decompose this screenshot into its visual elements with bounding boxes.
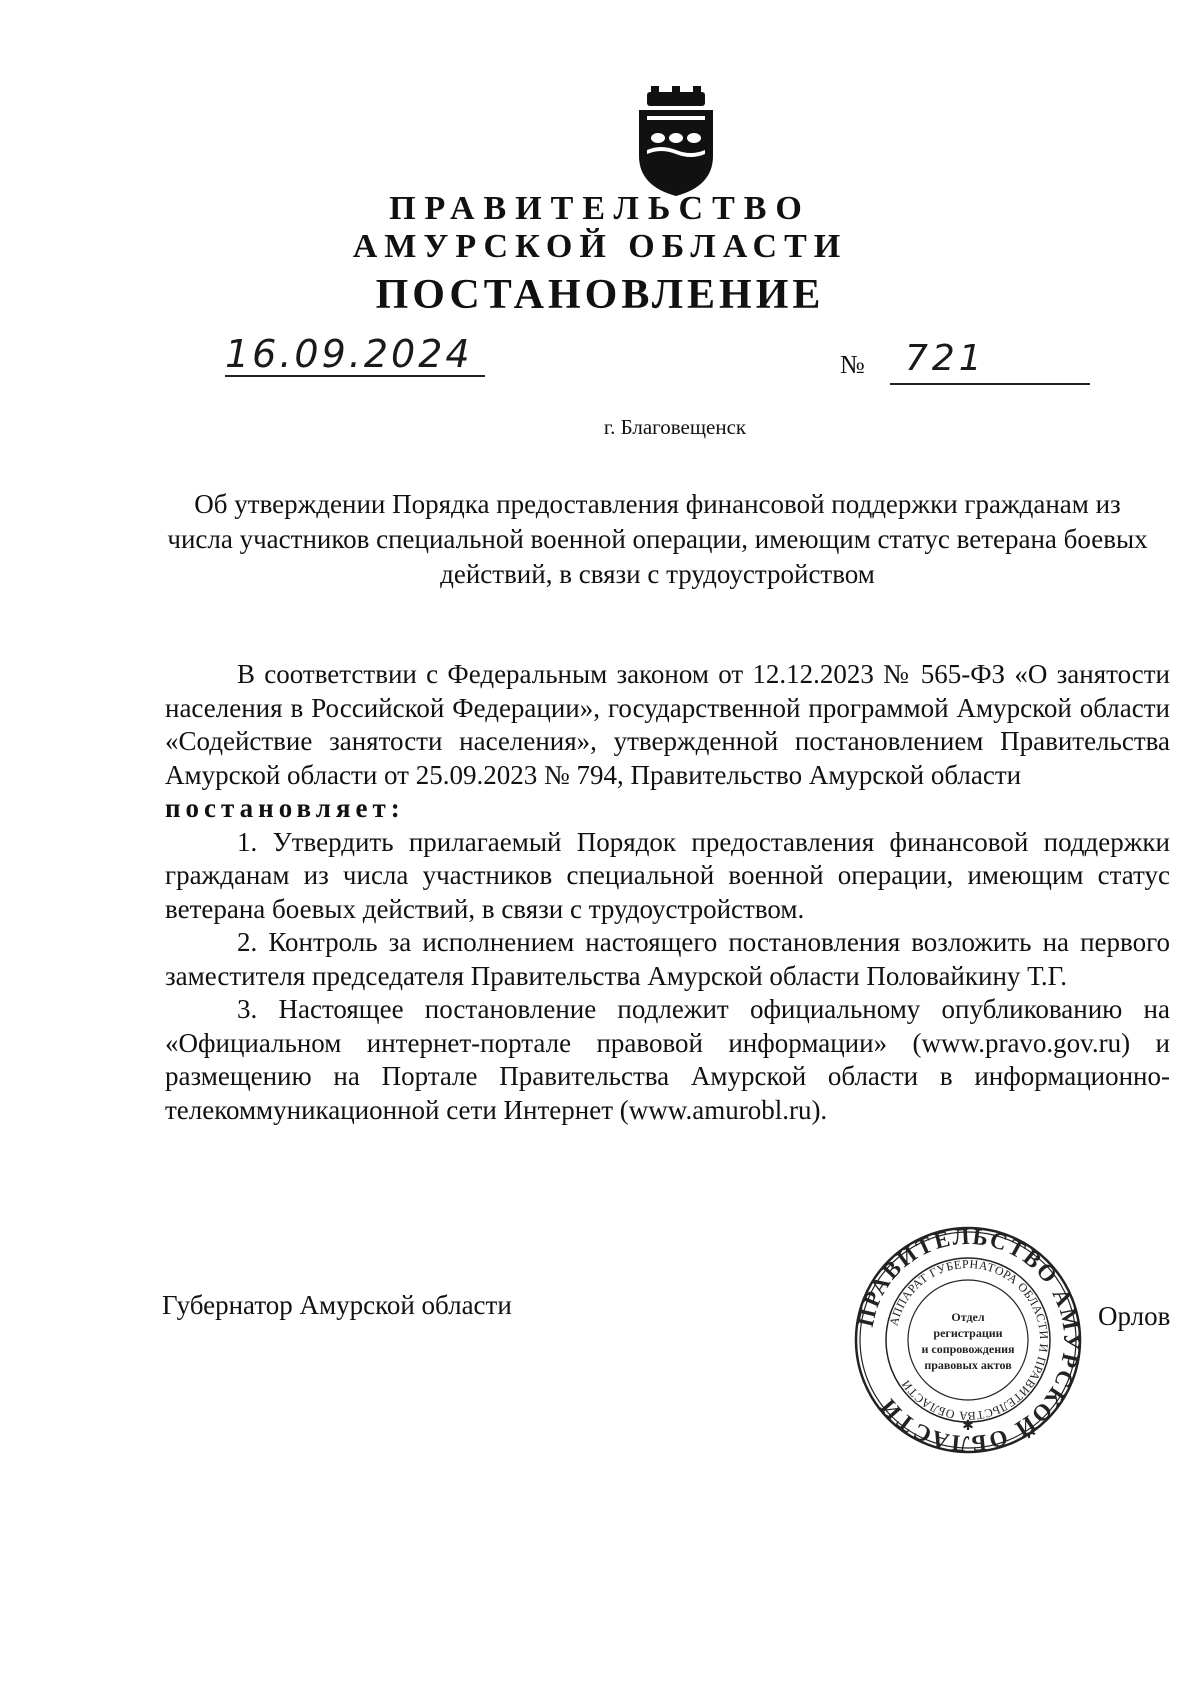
decree-word: постановляет: (165, 793, 405, 823)
item-3: 3. Настоящее постановление подлежит официальному опубликованию на «Официальном интернет-портале правовой информации» (www.pravo.gov.ru) и размещению на Портале Правительства Амурской области в информационно-телекоммуникационной сети Интернет (www.amurobl.ru). (165, 994, 1170, 1125)
preamble: В соответствии с Федеральным законом от 12.12.2023 № 565-ФЗ «О занятости населения в Российской Федерации», государственной программой Амурской области «Содействие занятости населения», утвержденной постановлением Правительства Амурской области от 25.09.2023 № 794, Правительство Амурской области (165, 659, 1170, 790)
signatory-name: Орлов (1098, 1301, 1171, 1331)
document-body (165, 658, 1170, 1127)
official-seal (852, 1224, 1084, 1456)
header-region: АМУРСКОЙ ОБЛАСТИ (352, 228, 848, 265)
item-2: 2. Контроль за исполнением настоящего постановления возложить на первого заместителя председателя Правительства Амурской области Половайкину Т.Г. (165, 927, 1170, 991)
coat-of-arms-icon (633, 86, 719, 198)
document-number: 721 (905, 338, 986, 379)
city: г. Благовещенск (603, 415, 747, 439)
item-1: 1. Утвердить прилагаемый Порядок предоставления финансовой поддержки гражданам из числа участников специальной военной операции, имеющим статус ветерана боевых действий, в связи с трудоустройством. (165, 826, 1170, 924)
header-government: ПРАВИТЕЛЬСТВО (389, 190, 811, 227)
number-underline (890, 383, 1090, 385)
svg-text:АППАРАТ ГУБЕРНАТОРА ОБЛАСТИ И (886, 1257, 1051, 1423)
document-type: ПОСТАНОВЛЕНИЕ (375, 272, 825, 318)
seal-center-line-1: Отдел (951, 1310, 985, 1324)
seal-outer-text: ПРАВИТЕЛЬСТВО АМУРСКОЙ ОБЛАСТИ (852, 1224, 1084, 1456)
seal-center-line-2: регистрации (933, 1326, 1003, 1340)
document-subject: Об утверждении Порядка предоставления финансовой поддержки гражданам из числа участников специальной военной операции, имеющим статус ветерана боевых действий, в связи с трудоустройством (167, 489, 1148, 589)
number-sign: № (840, 350, 865, 379)
seal-center-line-3: и сопровождения (921, 1342, 1015, 1356)
seal-star-icon: ✱ (962, 1419, 974, 1434)
document-date: 16.09.2024 (225, 332, 473, 376)
date-underline (225, 375, 485, 377)
signatory-title: Губернатор Амурской области (162, 1290, 512, 1320)
seal-inner-text: АППАРАТ ГУБЕРНАТОРА ОБЛАСТИ И ПРАВИТЕЛЬСТВА ОБЛАСТИ (886, 1256, 1052, 1424)
seal-center-line-4: правовых актов (924, 1358, 1012, 1372)
